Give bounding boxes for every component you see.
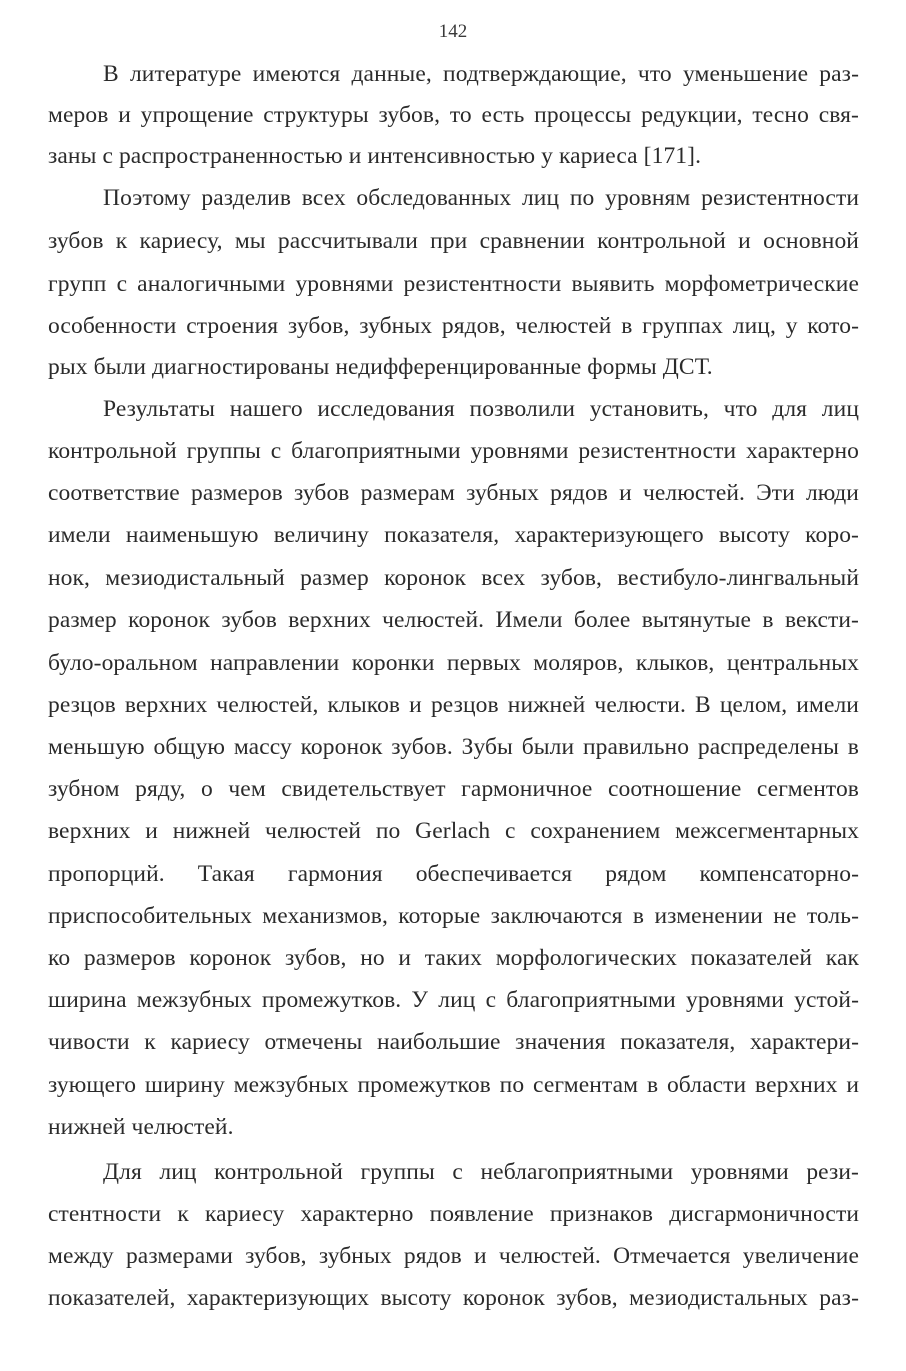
text-line: зующего ширину межзубных промежутков по сегментам в области верхних и: [48, 1072, 859, 1098]
text-line: верхних и нижней челюстей по Gerlach с сохранением межсегментарных: [48, 818, 859, 844]
text-line: ширина межзубных промежутков. У лиц с благоприятными уровнями устой-: [48, 987, 859, 1013]
text-line: ко размеров коронок зубов, но и таких морфологических показателей как: [48, 945, 859, 971]
text-line: особенности строения зубов, зубных рядов, челюстей в группах лиц, у кото-: [48, 313, 859, 339]
text-line: размер коронок зубов верхних челюстей. Имели более вытянутые в вексти-: [48, 607, 859, 633]
text-line: меров и упрощение структуры зубов, то есть процессы редукции, тесно свя-: [48, 102, 859, 128]
text-line: соответствие размеров зубов размерам зубных рядов и челюстей. Эти люди: [48, 480, 859, 506]
text-line: чивости к кариесу отмечены наибольшие значения показателя, характери-: [48, 1029, 859, 1055]
text-line: нижней челюстей.: [48, 1114, 234, 1140]
text-line: Результаты нашего исследования позволили установить, что для лиц: [103, 396, 859, 422]
text-line: заны с распространенностью и интенсивностью у кариеса [171].: [48, 143, 702, 169]
text-line: Для лиц контрольной группы с неблагоприятными уровнями рези-: [103, 1159, 859, 1185]
text-line: показателей, характеризующих высоту коронок зубов, мезиодистальных раз-: [48, 1285, 859, 1311]
text-line: групп с аналогичными уровнями резистентности выявить морфометрические: [48, 271, 859, 297]
text-line: меньшую общую массу коронок зубов. Зубы были правильно распределены в: [48, 734, 859, 760]
text-line: контрольной группы с благоприятными уровнями резистентности характерно: [48, 438, 859, 464]
text-line: Поэтому разделив всех обследованных лиц по уровням резистентности: [103, 185, 859, 211]
page-number: 142: [438, 21, 468, 42]
text-line: пропорций. Такая гармония обеспечивается рядом компенсаторно-: [48, 861, 859, 887]
text-line: зубов к кариесу, мы рассчитывали при сравнении контрольной и основной: [48, 228, 859, 254]
text-line: рых были диагностированы недифференцированные формы ДСТ.: [48, 354, 713, 380]
text-line: В литературе имеются данные, подтверждающие, что уменьшение раз-: [103, 61, 859, 87]
text-line: зубном ряду, о чем свидетельствует гармоничное соотношение сегментов: [48, 776, 859, 802]
text-line: було-оральном направлении коронки первых моляров, клыков, центральных: [48, 650, 859, 676]
text-line: имели наименьшую величину показателя, характеризующего высоту коро-: [48, 522, 859, 548]
text-line: резцов верхних челюстей, клыков и резцов нижней челюсти. В целом, имели: [48, 692, 859, 718]
text-line: между размерами зубов, зубных рядов и челюстей. Отмечается увеличение: [48, 1243, 859, 1269]
text-line: приспособительных механизмов, которые заключаются в изменении не толь-: [48, 903, 859, 929]
text-line: стентности к кариесу характерно появление признаков дисгармоничности: [48, 1201, 859, 1227]
text-line: нок, мезиодистальный размер коронок всех зубов, вестибуло-лингвальный: [48, 565, 859, 591]
